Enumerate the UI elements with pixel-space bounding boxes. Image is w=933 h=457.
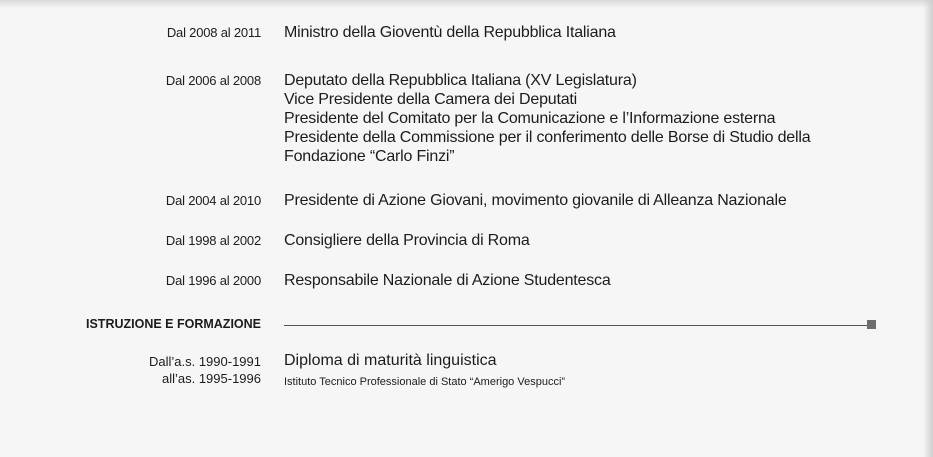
entry-line: Consigliere della Provincia di Roma	[284, 232, 530, 249]
section-divider	[284, 325, 867, 326]
entry-line: Presidente del Comitato per la Comunicazione e l’Informazione esterna	[284, 110, 776, 127]
scan-shadow-right	[923, 0, 933, 457]
entry-period: Dal 2006 al 2008	[165, 73, 261, 88]
entry-period: Dal 2004 al 2010	[165, 193, 261, 208]
section-heading: ISTRUZIONE E FORMAZIONE	[86, 317, 261, 331]
entry-period: Dal 1998 al 2002	[165, 233, 261, 248]
scan-shadow-top	[0, 0, 933, 8]
entry-line: Fondazione “Carlo Finzi”	[284, 148, 455, 165]
entry-line: Ministro della Gioventù della Repubblica Italiana	[284, 24, 616, 41]
education-period-end: all’as. 1995-1996	[161, 371, 261, 386]
entry-period: Dal 2008 al 2011	[166, 25, 261, 40]
entry-period: Dal 1996 al 2000	[165, 273, 261, 288]
education-institution: Istituto Tecnico Professionale di Stato “Amerigo Vespucci”	[284, 376, 566, 388]
entry-line: Responsabile Nazionale di Azione Studentesca	[284, 272, 611, 289]
entry-description	[284, 271, 611, 290]
entry-description	[284, 23, 616, 42]
entry-line: Presidente di Azione Giovani, movimento giovanile di Alleanza Nazionale	[284, 192, 787, 209]
entry-description	[284, 71, 810, 166]
education-period-start: Dall’a.s. 1990-1991	[148, 354, 261, 369]
entry-description	[284, 231, 530, 250]
entry-line: Presidente della Commissione per il conferimento delle Borse di Studio della	[284, 129, 811, 146]
entry-line: Vice Presidente della Camera dei Deputati	[284, 91, 578, 108]
section-end-marker	[867, 320, 876, 329]
entry-line: Deputato della Repubblica Italiana (XV Legislatura)	[284, 72, 637, 89]
entry-description	[284, 191, 787, 210]
education-title: Diploma di maturità linguistica	[284, 352, 497, 369]
